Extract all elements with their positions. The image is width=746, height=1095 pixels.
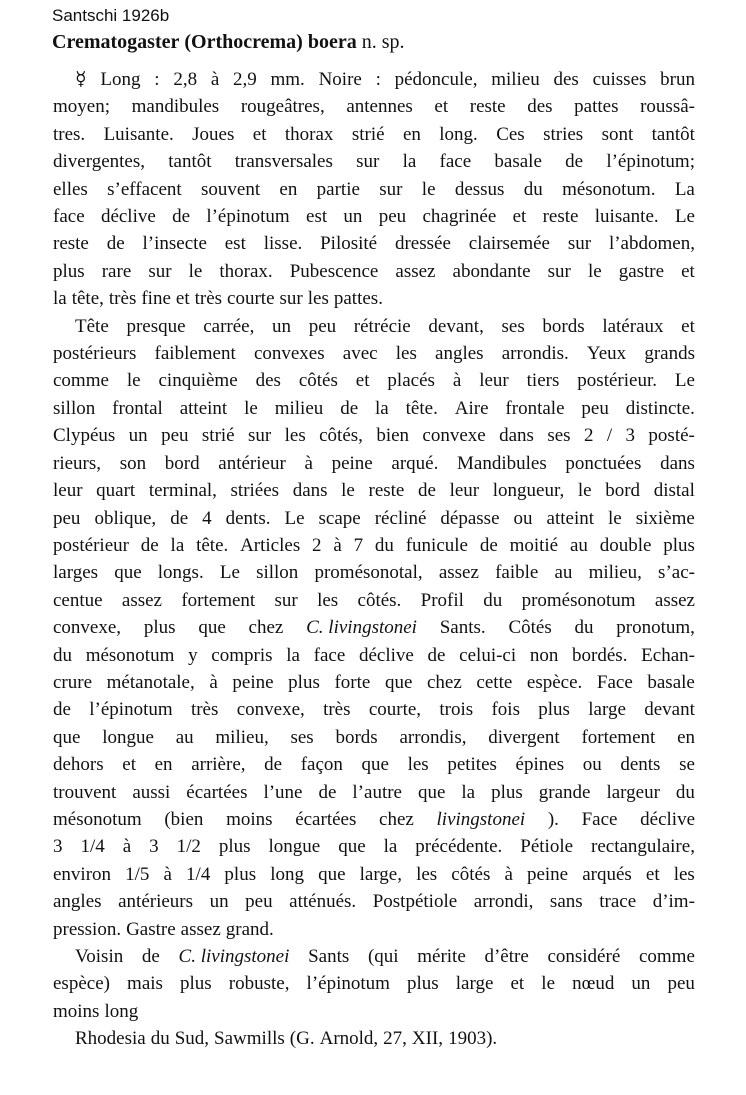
text-line: peu oblique, de 4 dents. Le scape récliné dépasse ou atteint le sixième (53, 507, 695, 529)
text-line: leur quart terminal, striées dans le reste de leur longueur, le bord distal (53, 480, 695, 502)
text-line: sillon frontal atteint le milieu de la tête. Aire frontale peu distincte. (53, 397, 695, 419)
text-line: trouvent aussi écartées l’une de l’autre que la plus grande largeur du (53, 781, 695, 803)
text-line: larges que longs. Le sillon promésonotal, assez faible au milieu, s’ac- (53, 562, 695, 584)
title-status: n. sp. (361, 31, 405, 53)
text-line: 3 1/4 à 3 1/2 plus longue que la précédente. Pétiole rectangulaire, (53, 836, 695, 858)
text-line: postérieurs faiblement convexes avec les angles arrondis. Yeux grands (53, 343, 695, 365)
text-line: de l’épinotum très convexe, très courte, trois fois plus large devant (53, 699, 695, 721)
text-line: divergentes, tantôt transversales sur la face basale de l’épinotum; (53, 151, 695, 173)
text-line: moyen; mandibules rougeâtres, antennes et reste des pattes roussâ- (53, 96, 695, 118)
text-line: face déclive de l’épinotum est un peu chagrinée et reste luisante. Le (53, 206, 695, 228)
text-line: centue assez fortement sur les côtés. Profil du promésonotum assez (53, 589, 695, 611)
text-line: comme le cinquième des côtés et placés à leur tiers postérieur. Le (53, 370, 695, 392)
title-genus: Crematogaster (52, 31, 180, 53)
text-line: du mésonotum y compris la face déclive de celui-ci non bordés. Echan- (53, 644, 695, 666)
text-line: pression. Gastre assez grand. (53, 918, 274, 940)
species-description (53, 66, 695, 1053)
text-line: Rhodesia du Sud, Sawmills (G. Arnold, 27, XII, 1903). (75, 1028, 498, 1050)
text-line: tres. Luisante. Joues et thorax strié en long. Ces stries sont tantôt (53, 123, 695, 145)
title-species: boera (307, 31, 357, 53)
text-line: Voisin de C. livingstonei Sants (qui mérite d’être considéré comme (75, 946, 695, 967)
text-line: postérieur de la tête. Articles 2 à 7 du funicule de moitié au double plus (53, 534, 695, 556)
text-line: Tête presque carrée, un peu rétrécie devant, ses bords latéraux et (75, 315, 695, 337)
text-line: convexe, plus que chez C. livingstonei Sants. Côtés du pronotum, (53, 617, 695, 639)
text-line: espèce) mais plus robuste, l’épinotum plus large et le nœud un peu (53, 973, 695, 995)
text-line: moins long (53, 1000, 139, 1022)
text-line: angles antérieurs un peu atténués. Postpétiole arrondi, sans trace d’im- (53, 891, 695, 913)
text-line: dehors et en arrière, de façon que les petites épines ou dents se (53, 754, 695, 776)
text-line: que longue au milieu, ses bords arrondis, divergent fortement en (53, 726, 695, 748)
text-line: plus rare sur le thorax. Pubescence assez abondante sur le gastre et (53, 260, 695, 282)
text-line: rieurs, son bord antérieur à peine arqué. Mandibules ponctuées dans (53, 452, 695, 474)
text-line: Clypéus un peu strié sur les côtés, bien convexe dans ses 2 / 3 posté- (53, 425, 695, 447)
text-line: environ 1/5 à 1/4 plus long que large, les côtés à peine arqués et les (53, 863, 695, 885)
species-title (52, 30, 405, 54)
text-line: la tête, très fine et très courte sur les pattes. (53, 288, 383, 310)
text-line: ☿ Long : 2,8 à 2,9 mm. Noire : pédoncule, milieu des cuisses brun (75, 69, 695, 90)
citation-header: Santschi 1926b (52, 6, 170, 25)
text-line: reste de l’insecte est lisse. Pilosité dressée clairsemée sur l’abdomen, (53, 233, 695, 255)
title-subgenus: (Orthocrema) (184, 31, 303, 53)
text-line: elles s’effacent souvent en partie sur le dessus du mésonotum. La (53, 178, 695, 200)
text-line: crure métanotale, à peine plus forte que chez cette espèce. Face basale (53, 671, 695, 693)
text-line: mésonotum (bien moins écartées chez livingstonei ). Face déclive (53, 808, 695, 830)
